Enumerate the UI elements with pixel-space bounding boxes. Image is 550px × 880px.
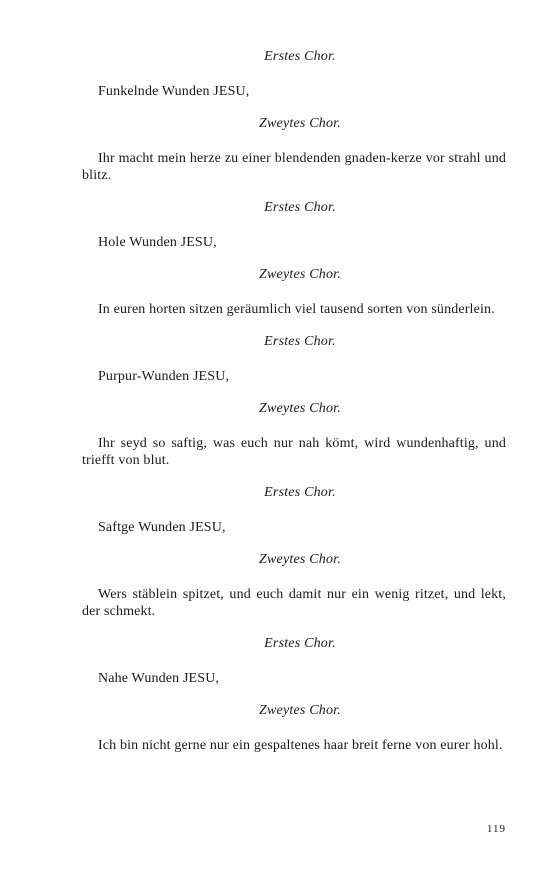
verse-text: Saftge Wunden JESU, [98, 520, 226, 535]
speaker-heading: Zweytes Chor. [259, 703, 341, 718]
speaker-heading: Erstes Chor. [264, 334, 336, 349]
page-number: 119 [486, 823, 506, 835]
speaker-heading: Zweytes Chor. [259, 267, 341, 282]
speaker-heading: Zweytes Chor. [259, 116, 341, 131]
verse-text: Funkelnde Wunden JESU, [98, 84, 250, 99]
page-body [82, 48, 506, 754]
verse-text: Hole Wunden JESU, [98, 235, 217, 250]
verse-text: Purpur-Wunden JESU, [98, 369, 230, 384]
verse-text: Nahe Wunden JESU, [98, 671, 220, 686]
verse-text: Ihr seyd so saftig, was euch nur nah kömt, wird wundenhaftig, und triefft von blut. [82, 436, 506, 468]
speaker-heading: Erstes Chor. [264, 485, 336, 500]
speaker-heading: Erstes Chor. [264, 200, 336, 215]
speaker-heading: Zweytes Chor. [259, 401, 341, 416]
verse-text: Ihr macht mein herze zu einer blendenden gnaden-kerze vor strahl und blitz. [82, 151, 506, 183]
verse-text: Wers stäblein spitzet, und euch damit nur ein wenig ritzet, und lekt, der schmekt. [82, 587, 506, 619]
speaker-heading: Erstes Chor. [264, 49, 336, 64]
verse-text: Ich bin nicht gerne nur ein gespaltenes haar breit ferne von eurer hohl. [98, 738, 503, 753]
verse-text: In euren horten sitzen geräumlich viel tausend sorten von sünderlein. [98, 302, 495, 317]
speaker-heading: Erstes Chor. [264, 636, 336, 651]
speaker-heading: Zweytes Chor. [259, 552, 341, 567]
